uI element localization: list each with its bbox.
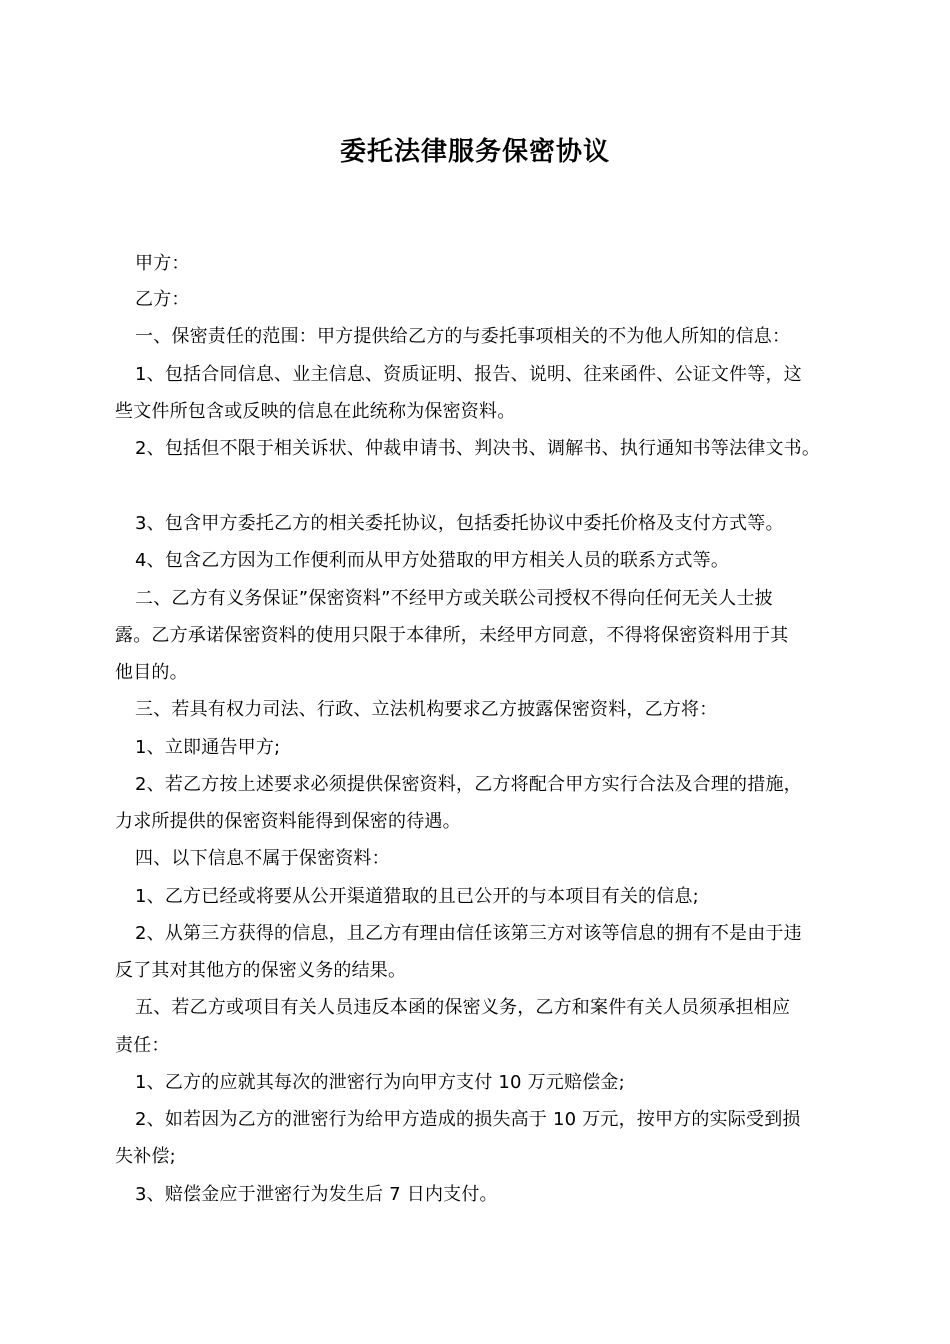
paragraph-line: 2、若乙方按上述要求必须提供保密资料，乙方将配合甲方实行合法及合理的措施， bbox=[135, 774, 802, 795]
paragraph-line: 他目的。 bbox=[115, 662, 188, 683]
paragraph-line: 2、包括但不限于相关诉状、仲裁申请书、判决书、调解书、执行通知书等法律文书。 bbox=[135, 438, 821, 459]
paragraph-line: 1、乙方的应就其每次的泄密行为向甲方支付 10 万元赔偿金; bbox=[135, 1072, 625, 1093]
section-2-heading: 二、乙方有义务保证”保密资料”不经甲方或关联公司授权不得向任何无关人士披 bbox=[135, 588, 773, 609]
paragraph-line: 2、从第三方获得的信息，且乙方有理由信任该第三方对该等信息的拥有不是由于违 bbox=[135, 923, 802, 944]
paragraph-line: 2、如若因为乙方的泄密行为给甲方造成的损失高于 10 万元，按甲方的实际受到损 bbox=[135, 1109, 801, 1130]
paragraph-line: 3、赔偿金应于泄密行为发生后 7 日内支付。 bbox=[135, 1184, 498, 1205]
party-b-line: 乙方： bbox=[135, 289, 190, 310]
section-4-heading: 四、以下信息不属于保密资料： bbox=[135, 848, 390, 869]
paragraph-line: 责任： bbox=[115, 1035, 170, 1056]
paragraph-line: 些文件所包含或反映的信息在此统称为保密资料。 bbox=[115, 401, 516, 422]
paragraph-line: 露。乙方承诺保密资料的使用只限于本律所，未经甲方同意，不得将保密资料用于其 bbox=[115, 625, 789, 646]
section-5-heading: 五、若乙方或项目有关人员违反本函的保密义务，乙方和案件有关人员须承担相应 bbox=[135, 997, 791, 1018]
party-a-line: 甲方： bbox=[135, 253, 190, 274]
section-1-heading: 一、保密责任的范围：甲方提供给乙方的与委托事项相关的不为他人所知的信息： bbox=[135, 326, 791, 347]
paragraph-line: 1、乙方已经或将要从公开渠道猎取的且已公开的与本项目有关的信息; bbox=[135, 886, 699, 907]
document-title: 委托法律服务保密协议 bbox=[339, 137, 610, 167]
paragraph-line: 3、包含甲方委托乙方的相关委托协议，包括委托协议中委托价格及支付方式等。 bbox=[135, 513, 784, 534]
paragraph-line: 1、包括合同信息、业主信息、资质证明、报告、说明、往来函件、公证文件等，这 bbox=[135, 364, 802, 385]
paragraph-line: 反了其对其他方的保密义务的结果。 bbox=[115, 960, 407, 981]
paragraph-line: 4、包含乙方因为工作便利而从甲方处猎取的甲方相关人员的联系方式等。 bbox=[135, 550, 730, 571]
section-3-heading: 三、若具有权力司法、行政、立法机构要求乙方披露保密资料，乙方将： bbox=[135, 699, 718, 720]
paragraph-line: 失补偿; bbox=[115, 1146, 176, 1167]
paragraph-line: 1、立即通告甲方; bbox=[135, 737, 281, 758]
paragraph-line: 力求所提供的保密资料能得到保密的待遇。 bbox=[115, 811, 461, 832]
